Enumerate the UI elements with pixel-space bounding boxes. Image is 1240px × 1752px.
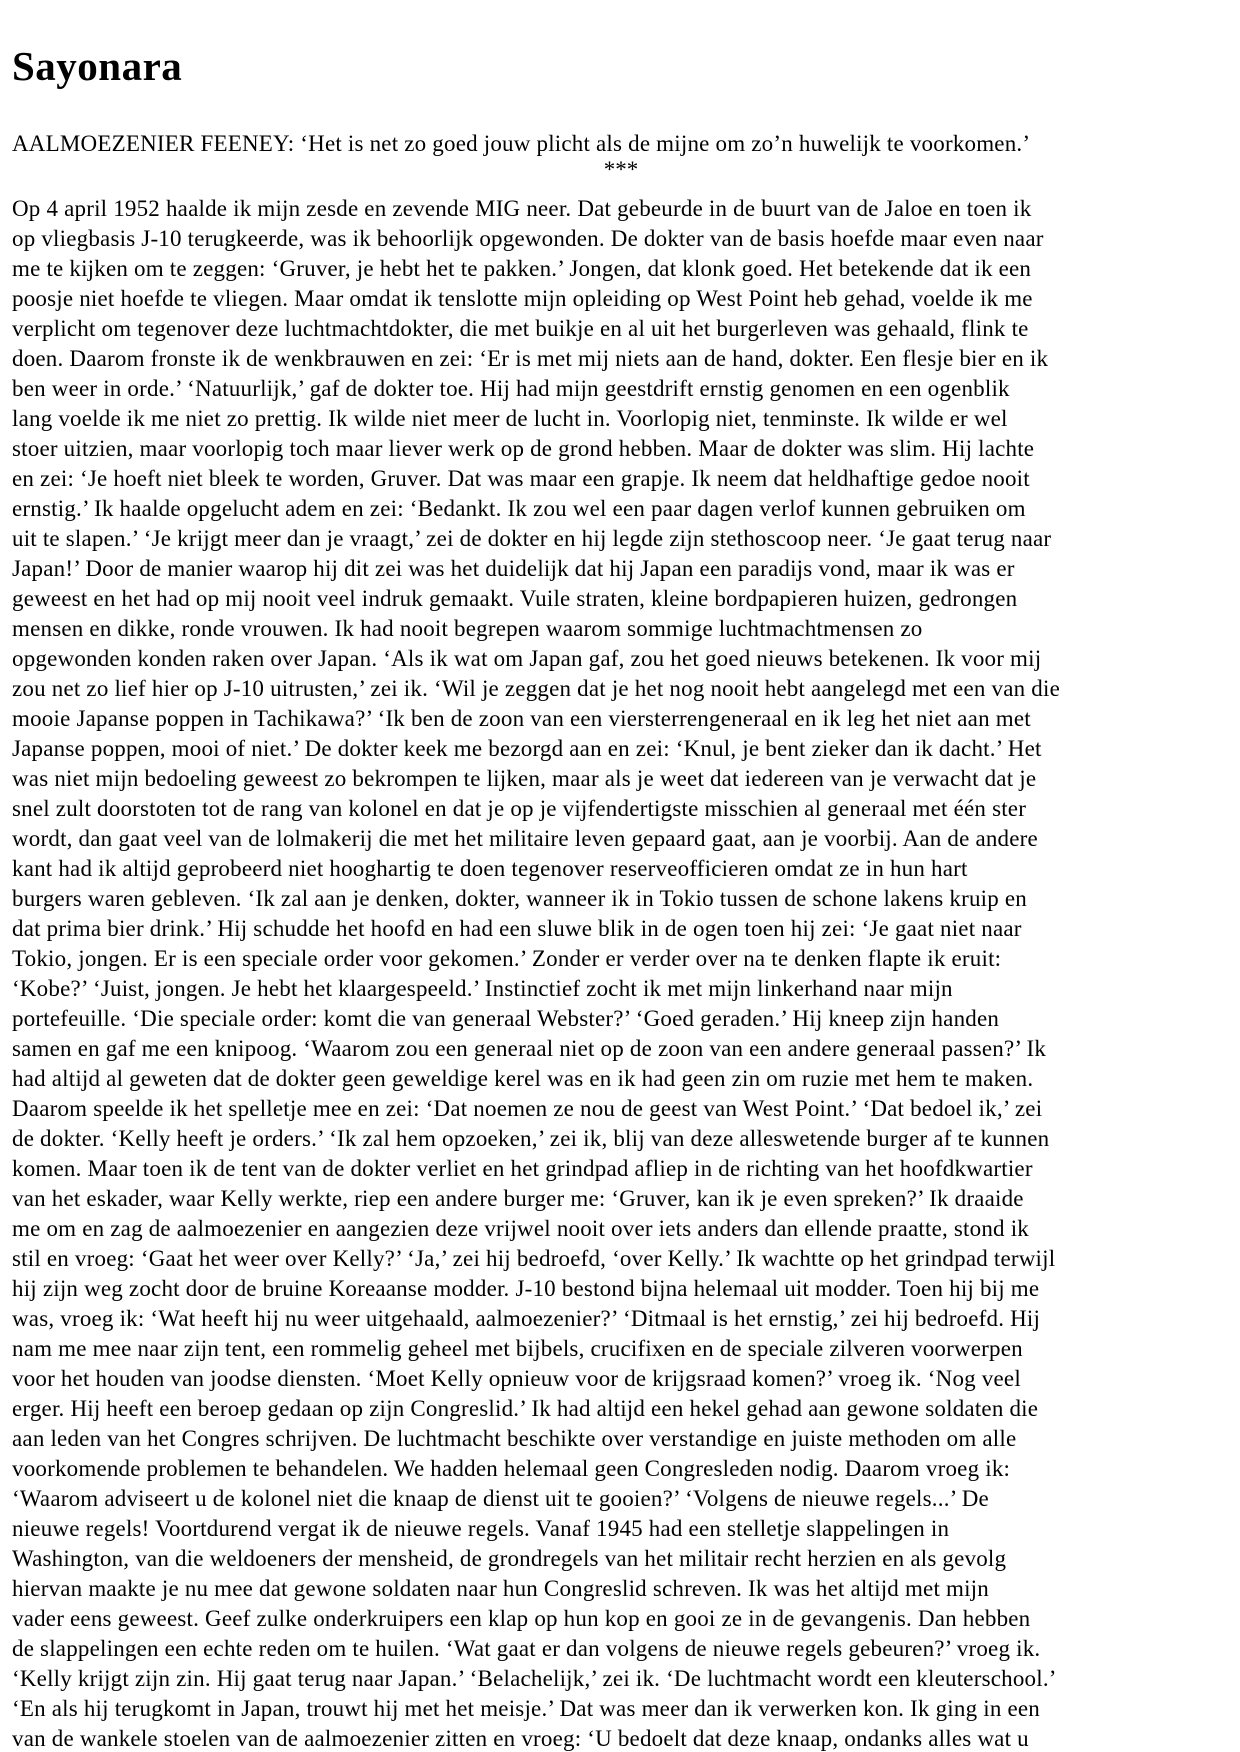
text-line: ben weer in orde.’ ‘Natuurlijk,’ gaf de dokter toe. Hij had mijn geestdrift ernstig genomen en een ogenblik	[12, 376, 1010, 401]
text-line: hiervan maakte je nu mee dat gewone soldaten naar hun Congreslid schreven. Ik was het altijd met mijn	[12, 1576, 989, 1601]
section-separator: ***	[603, 157, 639, 182]
text-line: dat prima bier drink.’ Hij schudde het hoofd en had een sluwe blik in de ogen toen hij zei: ‘Je gaat niet naar	[12, 916, 1022, 941]
text-line: op vliegbasis J-10 terugkeerde, was ik behoorlijk opgewonden. De dokter van de basis hoefde maar even naar	[12, 226, 1044, 251]
text-line: ernstig.’ Ik haalde opgelucht adem en zei: ‘Bedankt. Ik zou wel een paar dagen verlof kunnen gebruiken om	[12, 496, 1026, 521]
text-line: snel zult doorstoten tot de rang van kolonel en dat je op je vijfendertigste misschien al generaal met één ster	[12, 796, 1027, 821]
text-line: nieuwe regels! Voortdurend vergat ik de nieuwe regels. Vanaf 1945 had een stelletje slappelingen in	[12, 1516, 950, 1541]
epigraph: AALMOEZENIER FEENEY: ‘Het is net zo goed jouw plicht als de mijne om zo’n huwelijk te voorkomen.’	[12, 131, 1031, 156]
text-line: Washington, van die weldoeners der mensheid, de grondregels van het militair recht herzien en als gevolg	[12, 1546, 1007, 1571]
text-line: burgers waren gebleven. ‘Ik zal aan je denken, dokter, wanneer ik in Tokio tussen de schone lakens kruip en	[12, 886, 1027, 911]
text-line: Daarom speelde ik het spelletje mee en zei: ‘Dat noemen ze nou de geest van West Point.’ ‘Dat bedoel ik,’ zei	[12, 1096, 1043, 1121]
text-line: mensen en dikke, ronde vrouwen. Ik had nooit begrepen waarom sommige luchtmachtmensen zo	[12, 616, 923, 641]
text-line: stil en vroeg: ‘Gaat het weer over Kelly?’ ‘Ja,’ zei hij bedroefd, ‘over Kelly.’ Ik wachtte op het grindpad terwijl	[12, 1246, 1056, 1271]
text-line: zou net zo lief hier op J-10 uitrusten,’ zei ik. ‘Wil je zeggen dat je het nog nooit hebt aangelegd met een van die	[12, 676, 1060, 701]
text-line: wordt, dan gaat veel van de lolmakerij die met het militaire leven gepaard gaat, aan je voorbij. Aan de andere	[12, 826, 1038, 851]
body-text	[12, 194, 1230, 1752]
text-line: uit te slapen.’ ‘Je krijgt meer dan je vraagt,’ zei de dokter en hij legde zijn stethoscoop neer. ‘Je gaat terug naar	[12, 526, 1052, 551]
text-line: ‘En als hij terugkomt in Japan, trouwt hij met het meisje.’ Dat was meer dan ik verwerken kon. Ik ging in een	[12, 1696, 1040, 1721]
text-line: geweest en het had op mij nooit veel indruk gemaakt. Vuile straten, kleine bordpapieren huizen, gedrongen	[12, 586, 1018, 611]
text-line: stoer uitzien, maar voorlopig toch maar liever werk op de grond hebben. Maar de dokter was slim. Hij lachte	[12, 436, 1035, 461]
text-line: kant had ik altijd geprobeerd niet hooghartig te doen tegenover reserveofficieren omdat ze in hun hart	[12, 856, 968, 881]
text-line: ‘Kobe?’ ‘Juist, jongen. Je hebt het klaargespeeld.’ Instinctief zocht ik met mijn linkerhand naar mijn	[12, 976, 953, 1001]
text-line: nam me mee naar zijn tent, een rommelig geheel met bijbels, crucifixen en de speciale zilveren voorwerpen	[12, 1336, 1023, 1361]
text-line: me om en zag de aalmoezenier en aangezien deze vrijwel nooit over iets anders dan ellende praatte, stond ik	[12, 1216, 1029, 1241]
text-line: was, vroeg ik: ‘Wat heeft hij nu weer uitgehaald, aalmoezenier?’ ‘Ditmaal is het ernstig,’ zei hij bedroefd. Hij	[12, 1306, 1041, 1331]
text-line: portefeuille. ‘Die speciale order: komt die van generaal Webster?’ ‘Goed geraden.’ Hij kneep zijn handen	[12, 1006, 1000, 1031]
text-line: komen. Maar toen ik de tent van de dokter verliet en het grindpad afliep in de richting van het hoofdkwartier	[12, 1156, 1033, 1181]
text-line: Op 4 april 1952 haalde ik mijn zesde en zevende MIG neer. Dat gebeurde in de buurt van de Jaloe en toen ik	[12, 196, 1032, 221]
text-line: van de wankele stoelen van de aalmoezenier zitten en vroeg: ‘U bedoelt dat deze knaap, ondanks alles wat u	[12, 1726, 1029, 1751]
text-line: voorkomende problemen te behandelen. We hadden helemaal geen Congresleden nodig. Daarom vroeg ik:	[12, 1456, 1011, 1481]
text-line: was niet mijn bedoeling geweest zo bekrompen te lijken, maar als je weet dat iedereen van je verwacht dat je	[12, 766, 1037, 791]
text-line: vader eens geweest. Geef zulke onderkruipers een klap op hun kop en gooi ze in de gevangenis. Dan hebben	[12, 1606, 1031, 1631]
text-line: de slappelingen een echte reden om te huilen. ‘Wat gaat er dan volgens de nieuwe regels gebeuren?’ vroeg ik.	[12, 1636, 1041, 1661]
text-line: ‘Kelly krijgt zijn zin. Hij gaat terug naar Japan.’ ‘Belachelijk,’ zei ik. ‘De luchtmacht wordt een kleuterschool.’	[12, 1666, 1057, 1691]
text-line: opgewonden konden raken over Japan. ‘Als ik wat om Japan gaf, zou het goed nieuws betekenen. Ik voor mij	[12, 646, 1042, 671]
text-line: aan leden van het Congres schrijven. De luchtmacht beschikte over verstandige en juiste methoden om alle	[12, 1426, 1017, 1451]
text-line: voor het houden van joodse diensten. ‘Moet Kelly opnieuw voor de krijgsraad komen?’ vroeg ik. ‘Nog veel	[12, 1366, 1021, 1391]
text-line: verplicht om tegenover deze luchtmachtdokter, die met buikje en al uit het burgerleven was gehaald, flink te	[12, 316, 1029, 341]
page-title: Sayonara	[12, 43, 183, 89]
text-line: poosje niet hoefde te vliegen. Maar omdat ik tenslotte mijn opleiding op West Point heb gehad, voelde ik me	[12, 286, 1033, 311]
text-line: Tokio, jongen. Er is een speciale order voor gekomen.’ Zonder er verder over na te denken flapte ik eruit:	[12, 946, 1002, 971]
text-line: Japanse poppen, mooi of niet.’ De dokter keek me bezorgd aan en zei: ‘Knul, je bent zieker dan ik dacht.’ Het	[12, 736, 1042, 761]
text-line: hij zijn weg zocht door de bruine Koreaanse modder. J-10 bestond bijna helemaal uit modder. Toen hij bij me	[12, 1276, 1040, 1301]
text-line: de dokter. ‘Kelly heeft je orders.’ ‘Ik zal hem opzoeken,’ zei ik, blij van deze alleswetende burger af te kunnen	[12, 1126, 1050, 1151]
text-line: en zei: ‘Je hoeft niet bleek te worden, Gruver. Dat was maar een grapje. Ik neem dat heldhaftige gedoe nooit	[12, 466, 1030, 491]
text-line: lang voelde ik me niet zo prettig. Ik wilde niet meer de lucht in. Voorlopig niet, tenminste. Ik wilde er wel	[12, 406, 1008, 431]
text-line: van het eskader, waar Kelly werkte, riep een andere burger me: ‘Gruver, kan ik je even spreken?’ Ik draaide	[12, 1186, 1024, 1211]
text-line: erger. Hij heeft een beroep gedaan op zijn Congreslid.’ Ik had altijd een hekel gehad aan gewone soldaten die	[12, 1396, 1039, 1421]
text-line: me te kijken om te zeggen: ‘Gruver, je hebt het te pakken.’ Jongen, dat klonk goed. Het betekende dat ik een	[12, 256, 1032, 281]
text-line: samen en gaf me een knipoog. ‘Waarom zou een generaal niet op de zoon van een andere generaal passen?’ Ik	[12, 1036, 1047, 1061]
text-line: doen. Daarom fronste ik de wenkbrauwen en zei: ‘Er is met mij niets aan de hand, dokter. Een flesje bier en ik	[12, 346, 1049, 371]
text-line: ‘Waarom adviseert u de kolonel niet die knaap de dienst uit te gooien?’ ‘Volgens de nieuwe regels...’ De	[12, 1486, 989, 1511]
text-line: mooie Japanse poppen in Tachikawa?’ ‘Ik ben de zoon van een viersterrengeneraal en ik leg het niet aan met	[12, 706, 1031, 731]
text-line: Japan!’ Door de manier waarop hij dit zei was het duidelijk dat hij Japan een paradijs vond, maar ik was er	[12, 556, 1015, 581]
text-line: had altijd al geweten dat de dokter geen geweldige kerel was en ik had geen zin om ruzie met hem te maken.	[12, 1066, 1034, 1091]
